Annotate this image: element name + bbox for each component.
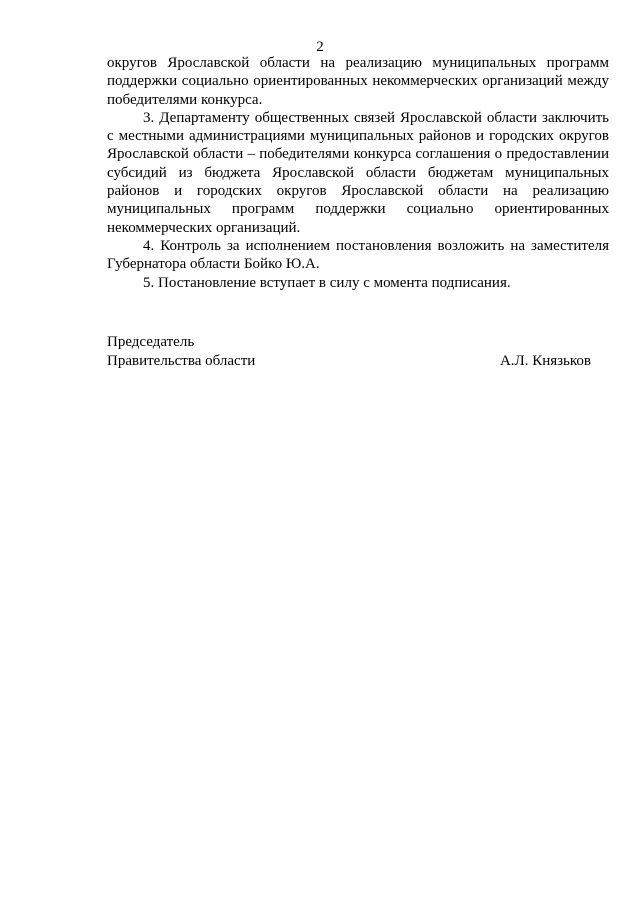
signatory-title-line2: Правительства области <box>107 352 256 369</box>
paragraph-3: 3. Департаменту общественных связей Ярославской области заключить с местными администрациями муниципальных районов и городских округов Ярославской области – победителями конкурса соглашения о предоставлении субсидий из бюджета Ярославской области бюджетам муниципальных районов и городских округов Ярославской области на реализацию муниципальных программ поддержки социально ориентированных некоммерческих организаций. <box>107 109 609 236</box>
signature-block <box>107 333 591 370</box>
signatory-title-line1: Председатель <box>107 334 195 350</box>
signature-row <box>107 352 591 371</box>
paragraph-5: 5. Постановление вступает в силу с момента подписания. <box>143 274 511 291</box>
document-body <box>107 54 609 292</box>
signatory-name: А.Л. Князьков <box>499 352 591 369</box>
paragraph-4: 4. Контроль за исполнением постановления возложить на заместителя Губернатора области Бойко Ю.А. <box>107 237 609 273</box>
paragraph-continuation: округов Ярославской области на реализацию муниципальных программ поддержки социально ориентированных некоммерческих организаций между победителями конкурса. <box>107 55 609 108</box>
page-number: 2 <box>316 39 324 55</box>
